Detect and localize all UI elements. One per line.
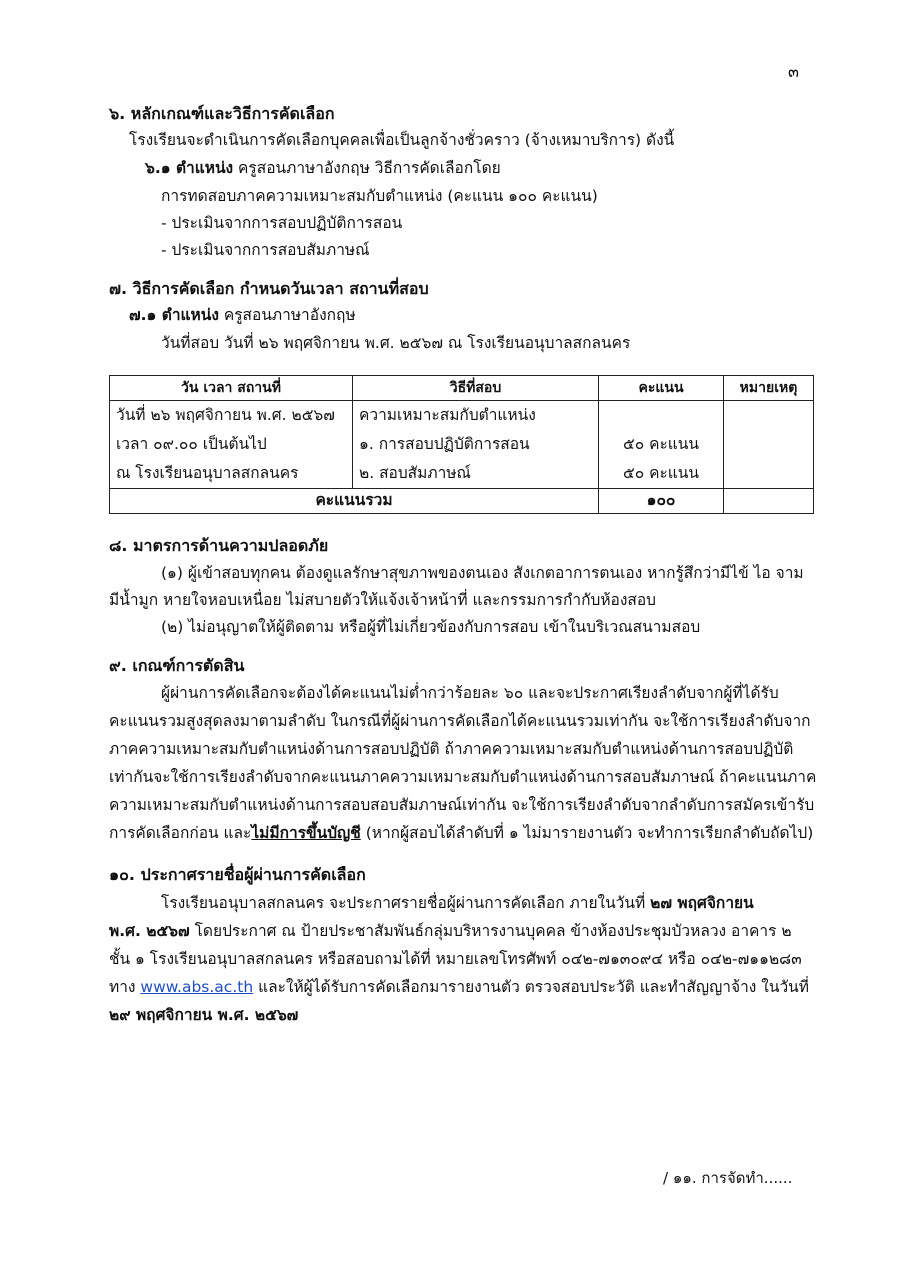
header-remark: หมายเหตุ <box>724 376 814 401</box>
section-9-line-1: ผู้ผ่านการคัดเลือกจะต้องได้คะแนนไม่ต่ำกว่าร้อยละ ๖๐ และจะประกาศเรียงลำดับจากผู้ที่ได้รับ <box>161 684 779 702</box>
datetime-line: วันที่ ๒๖ พฤศจิกายน พ.ศ. ๒๕๖๗ <box>116 406 335 424</box>
section-7-item-text: ครูสอนภาษาอังกฤษ <box>223 306 356 324</box>
section-9-line-6 <box>109 826 813 842</box>
section-9-line-2: คะแนนรวมสูงสุดลงมาตามลำดับ ในกรณีที่ผู้ผ่านการคัดเลือกได้คะแนนรวมเท่ากัน จะใช้การเรียงลำดับจาก <box>109 712 811 730</box>
section-6-bullet-2: - ประเมินจากการสอบสัมภาษณ์ <box>161 241 370 259</box>
section-10-line-2 <box>109 924 792 940</box>
no-waiting-list-text: ไม่มีการขึ้นบัญชี <box>251 824 361 842</box>
section-9-heading: ๙. เกณฑ์การตัดสิน <box>109 656 245 675</box>
section-10-line-3: ชั้น ๑ โรงเรียนอนุบาลสกลนคร หรือสอบถามได้ที่ หมายเลขโทรศัพท์ ๐๔๒-๗๑๓๐๙๔ หรือ ๐๔๒-๗๑๑๒๘๓ <box>109 950 802 968</box>
section-9-line-3: ภาคความเหมาะสมกับตำแหน่งด้านการสอบปฏิบัติ ถ้าภาคความเหมาะสมกับตำแหน่งด้านการสอบปฏิบัติ <box>109 740 794 758</box>
datetime-cell <box>110 401 353 489</box>
page-number: ๓ <box>788 62 799 81</box>
section-6-item <box>145 161 501 177</box>
section-10-line-4 <box>109 980 809 996</box>
section-6-bullet-1: - ประเมินจากการสอบปฏิบัติการสอน <box>161 214 403 232</box>
method-line: ๑. การสอบปฏิบัติการสอน <box>359 435 530 453</box>
continuation-note: / ๑๑. การจัดทำ...... <box>663 1169 793 1187</box>
score-line: ๕๐ คะแนน <box>623 435 699 453</box>
section-10-line-2-text: โดยประกาศ ณ ป้ายประชาสัมพันธ์กลุ่มบริหารงานบุคคล ข้างห้องประชุมบัวหลวง อาคาร ๒ <box>189 922 792 940</box>
section-8-p1-line-2: มีน้ำมูก หายใจหอบเหนื่อย ไม่สบายตัวให้แจ้งเจ้าหน้าที่ และกรรมการกำกับห้องสอบ <box>109 591 657 609</box>
datetime-line: ณ โรงเรียนอนุบาลสกลนคร <box>116 464 299 482</box>
score-line: ๕๐ คะแนน <box>623 464 699 482</box>
total-value: ๑๐๐ <box>599 489 724 514</box>
section-10-line-1-text: โรงเรียนอนุบาลสกลนคร จะประกาศรายชื่อผู้ผ่านการคัดเลือก ภายในวันที่ <box>161 894 651 912</box>
section-6-intro: โรงเรียนจะดำเนินการคัดเลือกบุคคลเพื่อเป็นลูกจ้างชั่วคราว (จ้างเหมาบริการ) ดังนี้ <box>129 131 675 149</box>
section-6-heading: ๖. หลักเกณฑ์และวิธีการคัดเลือก <box>109 104 335 123</box>
section-7-exam-date: วันที่สอบ วันที่ ๒๖ พฤศจิกายน พ.ศ. ๒๕๖๗ ณ โรงเรียนอนุบาลสกลนคร <box>161 334 631 352</box>
section-6-item-text: ครูสอนภาษาอังกฤษ วิธีการคัดเลือกโดย <box>238 159 501 177</box>
header-score: คะแนน <box>599 376 724 401</box>
method-line: ความเหมาะสมกับตำแหน่ง <box>359 406 536 424</box>
method-line: ๒. สอบสัมภาษณ์ <box>359 464 471 482</box>
section-7-item-number: ๗.๑ ตำแหน่ง <box>129 306 219 324</box>
section-10-heading: ๑๐. ประกาศรายชื่อผู้ผ่านการคัดเลือก <box>109 865 366 884</box>
section-8-p2: (๒) ไม่อนุญาตให้ผู้ติดตาม หรือผู้ที่ไม่เกี่ยวข้องกับการสอบ เข้าในบริเวณสนามสอบ <box>161 618 701 636</box>
score-cell <box>599 401 724 489</box>
section-7-item <box>129 308 356 324</box>
section-7-heading: ๗. วิธีการคัดเลือก กำหนดวันเวลา สถานที่สอบ <box>109 279 429 298</box>
exam-schedule-table <box>109 375 814 514</box>
announcement-date: ๒๗ พฤศจิกายน <box>650 894 754 912</box>
header-datetime-place: วัน เวลา สถานที่ <box>110 376 353 401</box>
section-9-line-6-end: (หากผู้สอบได้ลำดับที่ ๑ ไม่มารายงานตัว จะทำการเรียกลำดับถัดไป) <box>360 824 814 842</box>
total-remark <box>724 489 814 514</box>
section-9-line-5: ความเหมาะสมกับตำแหน่งด้านการสอบสอบสัมภาษณ์เท่ากัน จะใช้การเรียงลำดับจากลำดับการสมัครเข้ารับ <box>109 796 815 814</box>
section-9-line-4: เท่ากันจะใช้การเรียงลำดับจากคะแนนภาคความเหมาะสมกับตำแหน่งด้านการสอบสัมภาษณ์ ถ้าคะแนนภาค <box>109 768 817 786</box>
method-cell <box>353 401 599 489</box>
header-method: วิธีที่สอบ <box>353 376 599 401</box>
school-website-link[interactable]: www.abs.ac.th <box>140 978 254 996</box>
section-8-p1-line-1: (๑) ผู้เข้าสอบทุกคน ต้องดูแลรักษาสุขภาพของตนเอง สังเกตอาการตนเอง หากรู้สึกว่ามีไข้ ไอ จาม <box>161 564 804 582</box>
table-row <box>110 401 814 489</box>
announcement-year: พ.ศ. ๒๕๖๗ <box>109 922 190 940</box>
table-total-row <box>110 489 814 514</box>
section-10-line-1 <box>161 896 754 912</box>
section-10-line-4-start: ทาง <box>109 978 141 996</box>
score-line <box>605 401 717 430</box>
remark-cell <box>724 401 814 489</box>
section-8-heading: ๘. มาตรการด้านความปลอดภัย <box>109 536 329 555</box>
section-6-assessment: การทดสอบภาคความเหมาะสมกับตำแหน่ง (คะแนน ๑๐๐ คะแนน) <box>161 187 598 205</box>
total-label: คะแนนรวม <box>110 489 599 514</box>
section-6-item-number: ๖.๑ ตำแหน่ง <box>145 159 234 177</box>
datetime-line: เวลา ๐๙.๐๐ เป็นต้นไป <box>116 435 267 453</box>
section-9-line-6-start: การคัดเลือกก่อน และ <box>109 824 252 842</box>
report-date: ๒๙ พฤศจิกายน พ.ศ. ๒๕๖๗ <box>109 1006 299 1024</box>
section-10-line-4-end: และให้ผู้ได้รับการคัดเลือกมารายงานตัว ตรวจสอบประวัติ และทำสัญญาจ้าง ในวันที่ <box>253 978 809 996</box>
table-header-row <box>110 376 814 401</box>
